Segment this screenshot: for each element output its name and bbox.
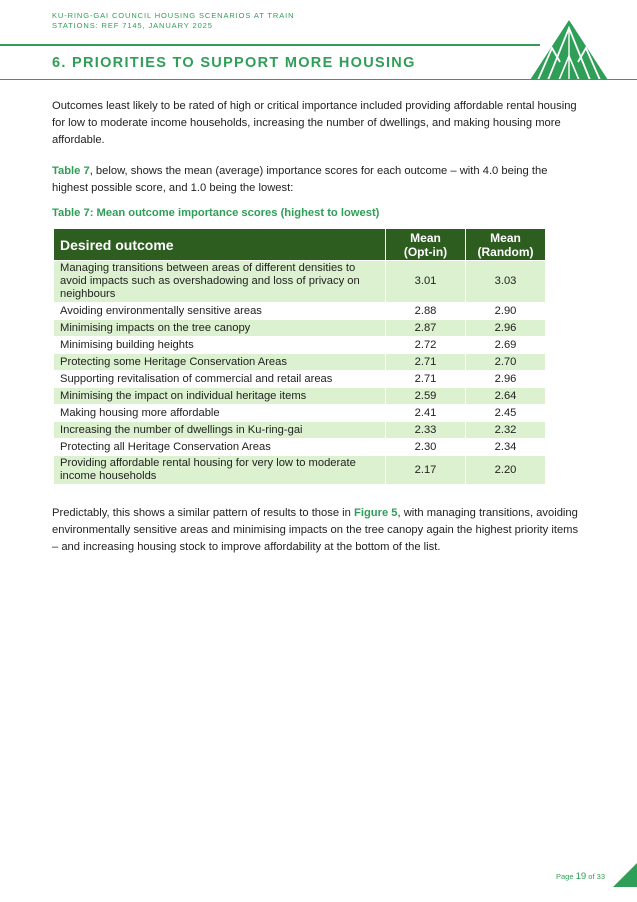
opt-in-cell: 2.71: [386, 371, 466, 388]
header-mean-opt-in: [386, 229, 466, 261]
page-number: [556, 871, 605, 882]
header-desired-outcome: Desired outcome: [54, 229, 386, 261]
conclusion-text-after: , with managing transitions, avoiding environmentally sensitive areas and minimising impacts on the tree canopy again the highest priority items – and increasing housing stock to improve affordability at the bottom of the list.: [52, 507, 579, 553]
random-cell: 2.20: [466, 456, 546, 485]
header-mean-random-line1: Mean: [490, 230, 521, 245]
table-caption: Table 7: Mean outcome importance scores (highest to lowest): [52, 207, 380, 219]
figure-5-link[interactable]: Figure 5: [354, 507, 398, 519]
section-divider: [0, 79, 637, 80]
random-cell: 2.96: [466, 371, 546, 388]
page-label: Page: [556, 872, 574, 881]
mountain-peaks-logo-icon: [530, 18, 608, 80]
random-cell: 2.69: [466, 337, 546, 354]
table-reference-paragraph: [52, 163, 584, 197]
table-row: [54, 303, 546, 320]
header-mean-random-line2: (Random): [477, 244, 534, 259]
opt-in-cell: 2.41: [386, 405, 466, 422]
page-total: 33: [596, 872, 605, 881]
conclusion-paragraph: [52, 505, 584, 556]
outcome-importance-table: [53, 228, 546, 485]
outcome-cell: Minimising the impact on individual heritage items: [54, 388, 386, 405]
opt-in-cell: 2.30: [386, 439, 466, 456]
header-divider: [0, 44, 540, 46]
random-cell: 2.90: [466, 303, 546, 320]
conclusion-text-before: Predictably, this shows a similar pattern of results to those in: [52, 507, 354, 519]
table-row: [54, 371, 546, 388]
page-of: of: [588, 872, 595, 881]
outcome-cell: Protecting all Heritage Conservation Areas: [54, 439, 386, 456]
table-row: [54, 337, 546, 354]
table-row: [54, 456, 546, 485]
header-mean-random: [466, 229, 546, 261]
table-row: [54, 439, 546, 456]
running-header-line1: KU-RING-GAI COUNCIL HOUSING SCENARIOS AT TRAIN: [52, 11, 295, 20]
random-cell: 2.96: [466, 320, 546, 337]
outcome-cell: Making housing more affordable: [54, 405, 386, 422]
page-corner-triangle-icon: [613, 863, 637, 887]
opt-in-cell: 2.87: [386, 320, 466, 337]
outcome-cell: Supporting revitalisation of commercial and retail areas: [54, 371, 386, 388]
random-cell: 2.45: [466, 405, 546, 422]
opt-in-cell: 2.59: [386, 388, 466, 405]
opt-in-cell: 2.33: [386, 422, 466, 439]
outcome-cell: Protecting some Heritage Conservation Areas: [54, 354, 386, 371]
table-row: [54, 388, 546, 405]
section-title: 6. PRIORITIES TO SUPPORT MORE HOUSING: [52, 55, 416, 71]
random-cell: 2.32: [466, 422, 546, 439]
running-header-line2: STATIONS: REF 7145, JANUARY 2025: [52, 21, 213, 30]
random-cell: 2.64: [466, 388, 546, 405]
opt-in-cell: 3.01: [386, 261, 466, 303]
table-7-link[interactable]: Table 7: [52, 165, 90, 177]
table-row: [54, 320, 546, 337]
outcome-cell: Minimising impacts on the tree canopy: [54, 320, 386, 337]
table-row: [54, 422, 546, 439]
table-header-row: [54, 229, 546, 261]
opt-in-cell: 2.88: [386, 303, 466, 320]
outcome-cell: Managing transitions between areas of different densities to avoid impacts such as overshadowing and loss of privacy on neighbours: [54, 261, 386, 303]
random-cell: 2.70: [466, 354, 546, 371]
opt-in-cell: 2.72: [386, 337, 466, 354]
opt-in-cell: 2.17: [386, 456, 466, 485]
outcome-cell: Providing affordable rental housing for very low to moderate income households: [54, 456, 386, 485]
table-row: [54, 261, 546, 303]
random-cell: 3.03: [466, 261, 546, 303]
outcome-cell: Avoiding environmentally sensitive areas: [54, 303, 386, 320]
opt-in-cell: 2.71: [386, 354, 466, 371]
page-current: 19: [575, 871, 587, 882]
table-row: [54, 354, 546, 371]
random-cell: 2.34: [466, 439, 546, 456]
header-mean-opt-in-line1: Mean: [410, 230, 441, 245]
table-reference-text: , below, shows the mean (average) importance scores for each outcome – with 4.0 being the highest possible score, and 1.0 being the lowest:: [52, 165, 548, 194]
outcome-cell: Minimising building heights: [54, 337, 386, 354]
outcome-cell: Increasing the number of dwellings in Ku-ring-gai: [54, 422, 386, 439]
header-mean-opt-in-line2: (Opt-in): [403, 244, 448, 259]
intro-paragraph: Outcomes least likely to be rated of high or critical importance included providing affordable rental housing for low to moderate income households, increasing the number of dwellings, and making housing more affordable.: [52, 100, 577, 146]
table-row: [54, 405, 546, 422]
